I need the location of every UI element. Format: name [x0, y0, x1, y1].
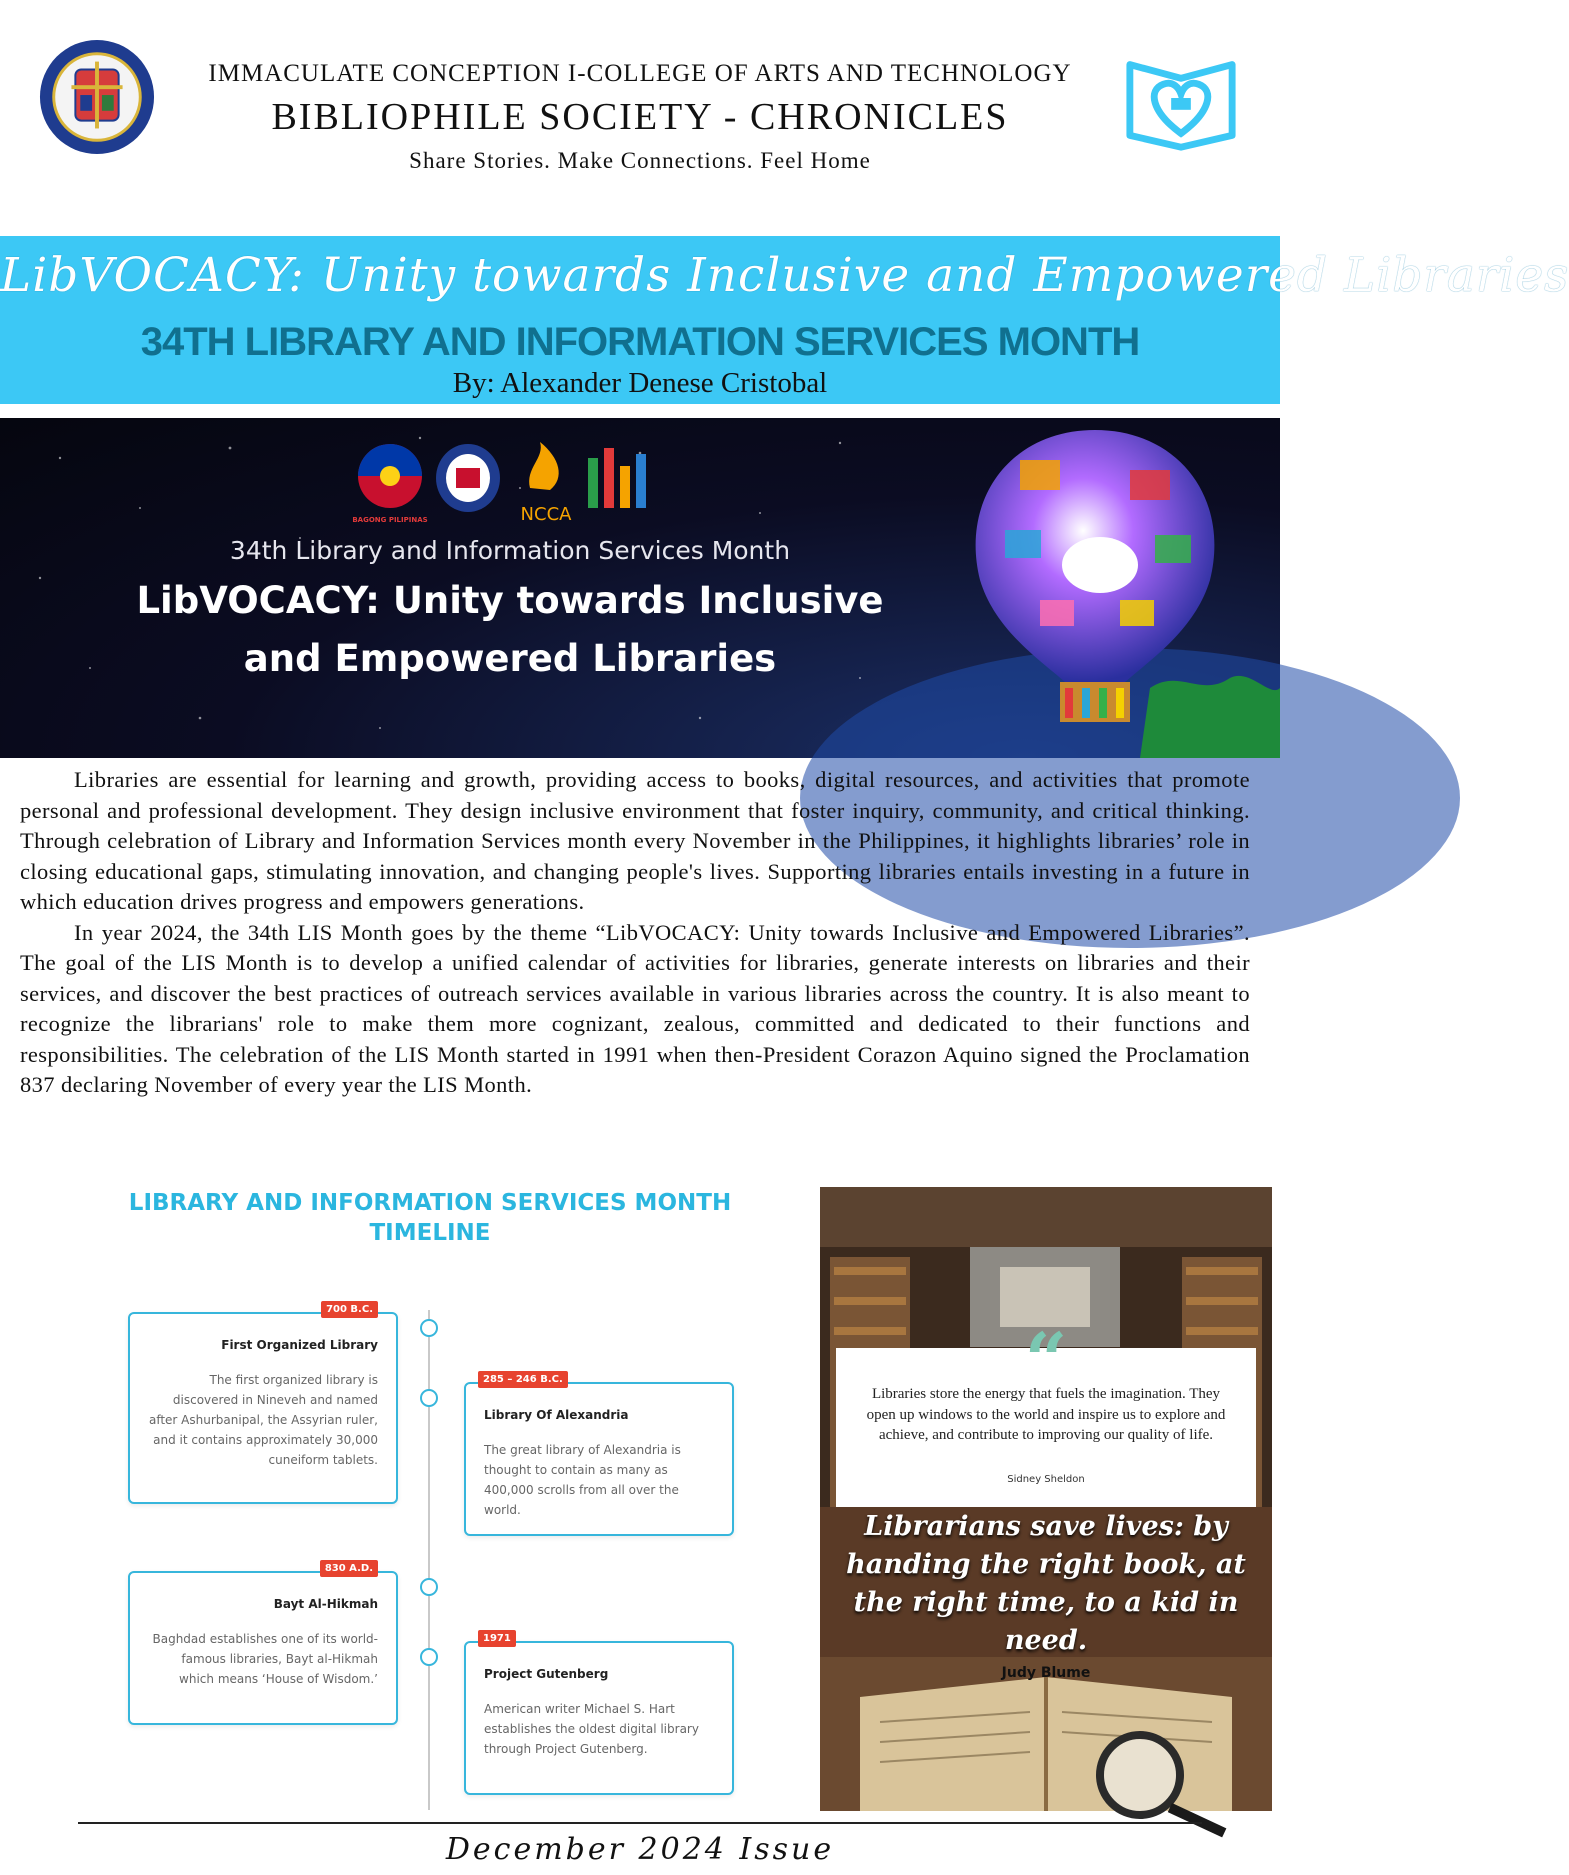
timeline-card-heading: Library Of Alexandria [484, 1408, 629, 1422]
timeline-title [100, 1188, 760, 1248]
hero-title-line2: and Empowered Libraries [243, 637, 777, 680]
nlp-seal-logo [436, 444, 500, 512]
author-byline: By: Alexander Denese Cristobal [452, 367, 828, 399]
timeline-card [464, 1382, 734, 1536]
article-body [20, 765, 1250, 1101]
timeline-card-heading: Bayt Al-Hikmah [273, 1597, 378, 1611]
quote-author: Judy Blume [1001, 1665, 1091, 1681]
timeline-card-heading: Project Gutenberg [484, 1667, 609, 1681]
tagline: Share Stories. Make Connections. Feel Home [409, 148, 871, 173]
hero-title-line1: LibVOCACY: Unity towards Inclusive [136, 579, 884, 622]
timeline-card-heading: First Organized Library [221, 1338, 378, 1352]
publication-title: BIBLIOPHILE SOCIETY - CHRONICLES [271, 96, 1009, 138]
timeline-date-tag: 1971 [478, 1630, 516, 1647]
timeline-dot [420, 1389, 438, 1407]
bibliophile-society-logo [1122, 44, 1240, 154]
partner-logos [350, 438, 690, 528]
timeline-date-tag: 830 A.D. [320, 1560, 378, 1577]
timeline-dot [420, 1648, 438, 1666]
timeline-card [128, 1312, 398, 1504]
timeline-date-tag: 285 – 246 B.C. [478, 1371, 568, 1388]
timeline-axis [428, 1310, 430, 1810]
timeline-card-text: The great library of Alexandria is thought to contain as many as 400,000 scrolls from all over the world. [484, 1443, 681, 1517]
timeline-title-line2: TIMELINE [369, 1220, 491, 1246]
timeline-dot [420, 1578, 438, 1596]
quote-text: Librarians save lives: by handing the right book, at the right time, to a kid in need. [846, 1511, 1246, 1656]
college-seal-logo [38, 38, 156, 156]
school-name: IMMACULATE CONCEPTION I-COLLEGE OF ARTS AND TECHNOLOGY [208, 60, 1072, 87]
theme-heading: LibVOCACY: Unity towards Inclusive and Empowered Libraries [0, 248, 1569, 303]
lis-logo [588, 448, 646, 508]
svg-text:NCCA: NCCA [520, 504, 572, 525]
event-title: 34TH LIBRARY AND INFORMATION SERVICES MONTH [140, 320, 1140, 364]
timeline-card-text: The first organized library is discovered in Nineveh and named after Ashurbanipal, the Assyrian ruler, and it contains approximately 30,000 cuneiform tablets. [148, 1373, 378, 1467]
timeline-title-line1: LIBRARY AND INFORMATION SERVICES MONTH [128, 1190, 732, 1216]
svg-text:BAGONG PILIPINAS: BAGONG PILIPINAS [352, 516, 428, 524]
timeline-card [128, 1571, 398, 1725]
hero-title [60, 572, 960, 688]
timeline-card-text: American writer Michael S. Hart establishes the oldest digital library through Project Gutenberg. [484, 1702, 699, 1756]
ncca-logo [521, 442, 573, 525]
timeline-date-tag: 700 B.C. [321, 1301, 378, 1318]
timeline-card-text: Baghdad establishes one of its world-famous libraries, Bayt al-Hikmah which means ‘House of Wisdom.’ [152, 1632, 378, 1686]
quote-marks-icon: “ [1024, 1318, 1068, 1404]
timeline-card [464, 1641, 734, 1795]
quote-text: Libraries store the energy that fuels the imagination. They open up windows to the world and inspire us to explore and achieve, and contribute to improving our quality of life. [866, 1386, 1226, 1443]
hero-subtitle: 34th Library and Information Services Month [229, 536, 791, 565]
footer-divider [78, 1822, 1202, 1824]
article-paragraph-1: Libraries are essential for learning and growth, providing access to books, digital resources, and activities that promote personal and professional development. They design inclusive environment that foster inquiry, community, and critical thinking. Through celebration of Library and Information Services month every November in the Philippines, it highlights libraries’ role in closing educational gaps, stimulating innovation, and changing people's lives. Supporting libraries entails investing in a future in which education drives progress and empowers generations. [20, 767, 1250, 914]
issue-date: December 2024 Issue [445, 1832, 835, 1867]
bagong-pilipinas-logo [352, 444, 427, 524]
quote-author: Sidney Sheldon [1007, 1474, 1085, 1485]
timeline-dot [420, 1319, 438, 1337]
hot-air-balloon-illustration [910, 420, 1280, 758]
article-paragraph-2: In year 2024, the 34th LIS Month goes by the theme “LibVOCACY: Unity towards Inclusive and Empowered Libraries”. The goal of the LIS Month is to develop a unified calendar of activities for libraries, generate interests on libraries and their services, and discover the best practices of outreach services available in various libraries across the country. It is also meant to recognize the librarians' role to make them more cognizant, zealous, committed and dedicated to their functions and responsibilities. The celebration of the LIS Month started in 1991 when then-President Corazon Aquino signed the Proclamation 837 declaring November of every year the LIS Month. [20, 919, 1250, 1097]
